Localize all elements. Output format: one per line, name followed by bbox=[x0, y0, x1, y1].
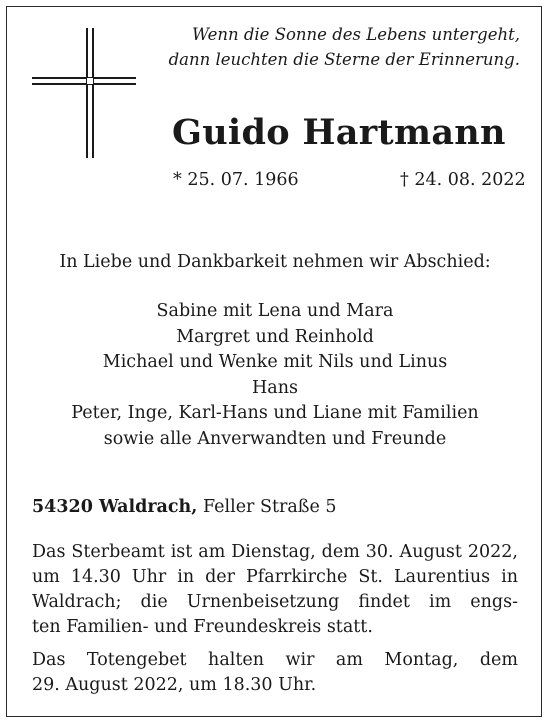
service-line: ten Familien- und Freundeskreis statt. bbox=[32, 617, 373, 637]
address-city: 54320 Waldrach, bbox=[32, 497, 198, 517]
mourner-line: Margret und Reinhold bbox=[176, 326, 374, 347]
mourner-line: Peter, Inge, Karl-Hans und Liane mit Familien bbox=[71, 403, 479, 423]
service-line: Das Sterbeamt ist am Dienstag, dem 30. August 2022, bbox=[32, 542, 518, 562]
motto-line: Wenn die Sonne des Lebens untergeht, bbox=[191, 25, 520, 44]
mourner-line: Hans bbox=[252, 377, 298, 398]
mourner-line: Michael und Wenke mit Nils und Linus bbox=[102, 352, 448, 372]
prayer-paragraph bbox=[32, 648, 518, 698]
prayer-line: 29. August 2022, um 18.30 Uhr. bbox=[32, 675, 317, 695]
address-street: Feller Straße 5 bbox=[202, 497, 337, 517]
service-paragraph bbox=[32, 540, 518, 640]
mourner-line: sowie alle Anverwandten und Freunde bbox=[103, 428, 447, 449]
farewell-line: In Liebe und Dankbarkeit nehmen wir Abschied: bbox=[59, 252, 491, 272]
deceased-name: Guido Hartmann bbox=[172, 112, 506, 153]
mourners-list bbox=[0, 299, 550, 452]
motto-line: dann leuchten die Sterne der Erinnerung. bbox=[168, 50, 520, 69]
cross-icon bbox=[30, 24, 140, 164]
prayer-line: Das Totengebet halten wir am Montag, dem bbox=[32, 650, 518, 670]
motto bbox=[140, 22, 520, 72]
birth-date: * 25. 07. 1966 bbox=[173, 170, 299, 190]
death-date: † 24. 08. 2022 bbox=[400, 170, 526, 190]
service-line: Waldrach; die Urnenbeisetzung findet im engs- bbox=[32, 592, 518, 612]
mourner-line: Sabine mit Lena und Mara bbox=[156, 301, 394, 321]
service-line: um 14.30 Uhr in der Pfarrkirche St. Laurentius in bbox=[32, 567, 518, 587]
address bbox=[32, 497, 337, 517]
